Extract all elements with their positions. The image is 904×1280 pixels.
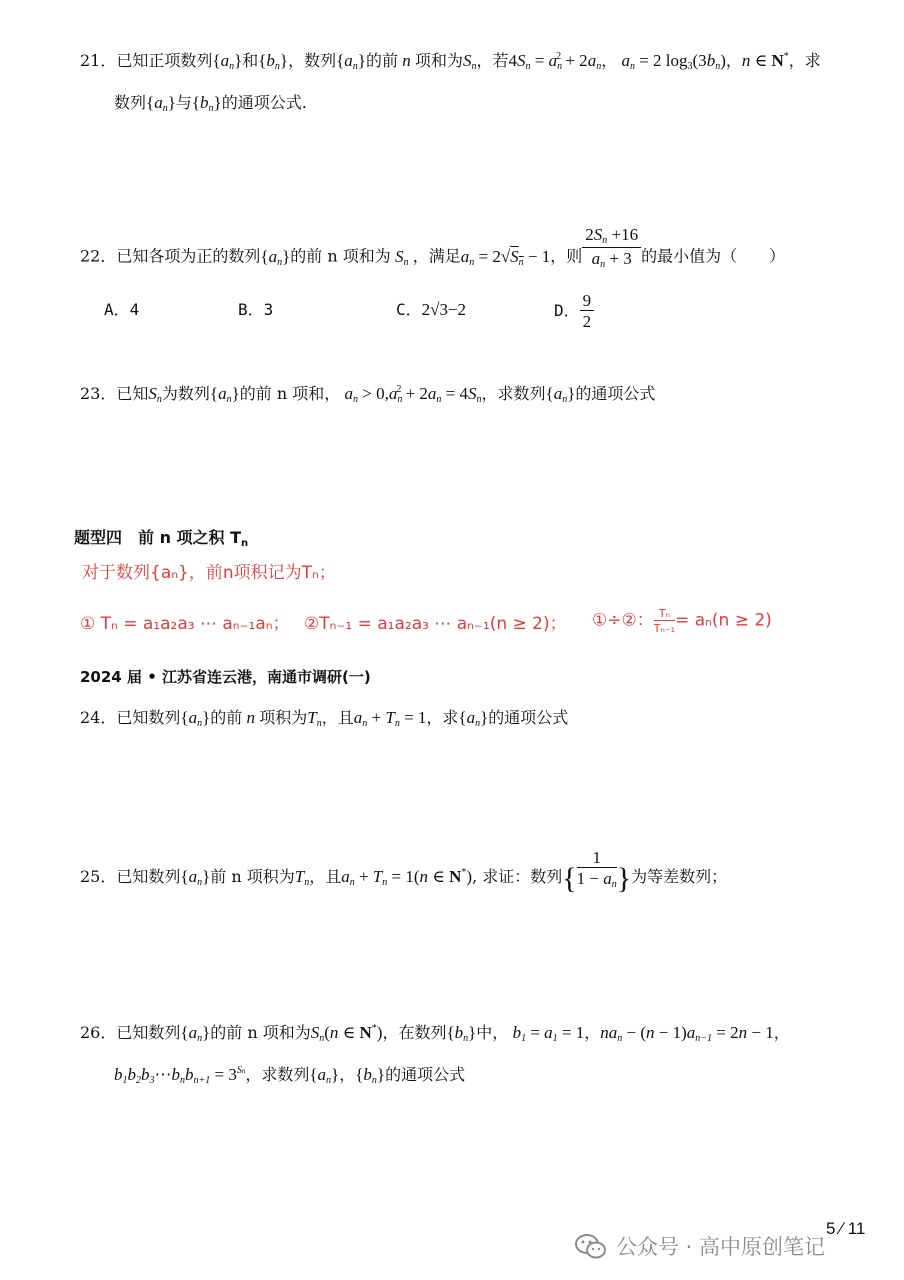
question-26-line-2: $b_1b_2b_3\cdots b_nb_{n+1} = 3^{Sn}$，求数列$\{a_n\}$，$\{b_n\}$的通项公式 xyxy=(114,1065,466,1086)
question-23: 23．已知$S_n$为数列$\{a_n\}$的前 n 项和， $a_n > 0,a_n^2 + 2a_n = 4S_n$，求数列$\{a_n\}$的通项公式 xyxy=(80,384,656,405)
question-26: 26．已知数列$\{a_n\}$的前 n 项和为$S_n(n$ ∈ N*)，在数列$\{b_n\}$中， $b_1 = a_1 = 1$，$na_n - (n - 1)a_{n-1} = 2n - 1$， xyxy=(80,1023,790,1044)
option-d: D． $\frac{9}{2}$ xyxy=(554,292,594,330)
question-22: 22．已知各项为正的数列$\{a_n\}$的前 n 项和为 $S_n$ ，满足$a_n = 2√S_n - 1$，则 $\frac{2S_n +16}{a_n + 3}$ 的最小值为（ ） xyxy=(80,225,786,270)
question-25: 25．已知数列$\{a_n\}$前 n 项积为$T_n$，且$a_n + T_n = 1(n$ ∈ N*), 求证：数列{ $\frac{1}{1 - a_n}$ }为等差数列； xyxy=(80,848,728,895)
formula-3: ①÷②： $\frac{\text{Tₙ}}{\text{Tₙ₋₁}}$ = aₙ(n ≥ 2) xyxy=(592,607,772,635)
section-note: 对于数列{aₙ}，前n项积记为Tₙ； xyxy=(82,563,336,583)
watermark xyxy=(574,1232,825,1262)
source-label: 2024 届 • 江苏省连云港，南通市调研(一) xyxy=(80,668,371,686)
option-b: B．3 xyxy=(238,300,274,319)
page-number: 5 ∕ 11 xyxy=(826,1219,866,1238)
question-21: 21．已知正项数列$\{a_n\}$和$\{b_n\}$，数列$\{a_n\}$的前 n 项和为$S_n$，若$4S_n = a_n^2 + 2a_n$， $a_n = 2$ $\log_3(3b_n)$，n ∈ N*，求 xyxy=(80,51,821,72)
formula-1: ① Tₙ = a₁a₂a₃ ⋯ aₙ₋₁aₙ； xyxy=(80,614,290,634)
wechat-icon xyxy=(574,1232,608,1262)
option-c: C．2√3−2 xyxy=(396,300,467,319)
formula-2: ②Tₙ₋₁ = a₁a₂a₃ ⋯ aₙ₋₁(n ≥ 2)； xyxy=(304,614,567,634)
watermark-text: 公众号 · 高中原创笔记 xyxy=(616,1234,826,1259)
fraction-1-over-1-an: $\frac{1}{1 - a_n}$ xyxy=(576,848,617,890)
question-21-line-2: 数列$\{a_n\}$与$\{b_n\}$的通项公式. xyxy=(114,93,307,114)
section-title: 题型四 前 n 项之积 Tn xyxy=(74,528,249,549)
option-a: A．4 xyxy=(104,300,140,319)
question-24: 24．已知数列$\{a_n\}$的前 n 项积为$T_n$，且$a_n + T_n = 1$，求$\{a_n\}$的通项公式 xyxy=(80,708,569,729)
fraction-2sn16-over-an3: $\frac{2S_n +16}{a_n + 3}$ xyxy=(582,226,641,270)
